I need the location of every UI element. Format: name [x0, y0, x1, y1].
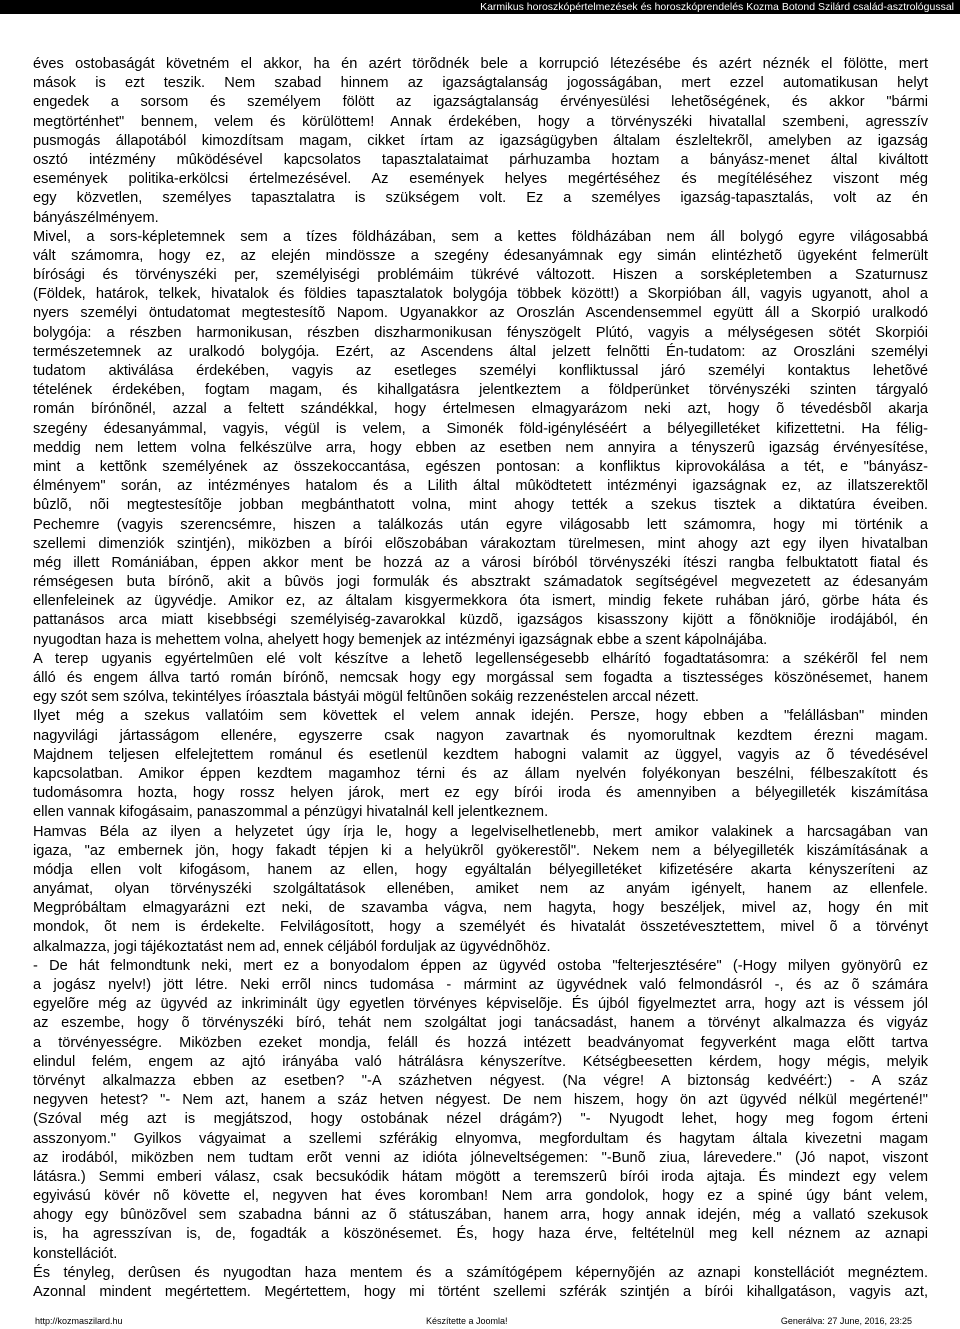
text-line: nyers személyi öntudatomat megtestesítõ Napom. Ugyanakkor az Oroszlán Ascendensemmel együtt áll a Skorpió uralkodó [33, 305, 928, 322]
text-line: negyven hetest? "- Nem azt, hanem a száz hetven négyest. De nem hiszem, hogy ön azt ügyvéd nélkül megértené!" [33, 1092, 928, 1109]
text-line: tételének érdekében, fogtam magam, és kihallgatásra jelentkeztem a földperünket törvényszéki szinten tárgyaló [33, 382, 928, 399]
text-line: osztó intézmény mûködésével kapcsolatos tapasztalataimat párhuzamba hoztam a bányász-menet által kiváltott [33, 151, 928, 168]
text-line: A terep ugyanis egyértelmûen elé volt készítve a lehetõ legellenségesebb elhárító fogadtatásomra: a székérõl fel nem [33, 650, 928, 667]
text-line: nagyvilági jártasságom ellenére, egyszerre csak nagyon zavartnak és nyomorultnak kezdtem érezni magam. [33, 727, 928, 744]
text-line: szellemi dimenziók szintjén), miközben a bírói elõszobában várakoztam türelmesen, mint ahogy azt egy ilyen hivatalban [33, 535, 928, 552]
text-line: tudomásomra hozta, hogy rossz helyen járok, mert ez egy bírói iroda és amennyiben a bélyegilleték kiszámítása [33, 785, 928, 802]
text-line: Megpróbáltam elmagyarázni ezt neki, de szavamba vágva, nem hagyta, hogy beszéljek, mivel az, hogy én mit [33, 900, 928, 917]
text-line: bányászélményem. [33, 209, 159, 226]
header-bar [0, 0, 960, 14]
text-line: ellen vannak kifogásaim, panaszommal a pénzügyi hivatalnál kell jelentkeznem. [33, 804, 549, 821]
text-line: ellenfeleinek az ügyvédje. Amikor ez, az általam kisgyermekkora óta ismert, mindig fekete ruhában járó, görbe háta és [33, 593, 928, 610]
text-line: megtörténhet" bennem, velem és körülöttem! Annak érdekében, hogy a törvényszéki hivatallal szembeni, agresszív [33, 113, 928, 130]
text-line: is, ha agresszívan is, de, fogadták a köszönésemet. És, hogy haza érve, feltételnül meg kell néznem az aznapi [33, 1226, 928, 1243]
text-line: álló és engem állva tartó román bírónõ, nemcsak hogy egy morgással sem fogadta a tisztességes köszönésemet, hanem [33, 670, 928, 686]
text-line: asszonyom." Gyilkos vágyaimat a szellemi szférákig elnyomva, megfordultam és hagytam általa kivezetni magam [33, 1130, 928, 1147]
text-line: Mivel, a sors-képletemnek sem a tízes földházában, sem a kettes földházában nem áll bolygó egyre világosabbá [33, 228, 928, 245]
text-line: nyugodtan haza is mehettem volna, ahelyett hogy bemenjek az intézményi igazságnak ebbe a szent kápolnájába. [33, 631, 768, 648]
text-line: az irodából, miközben nem tudtam erõt venni az idióta jólneveltségemen: "-Bunõ ziua, lárevedere." (Jó napot, viszont [33, 1149, 928, 1166]
text-line: szegény édesanyámmal, vagyis, végül is velem, a Simonék föld-igényléséért a bélyegilletéket kifizettetni. Ha félig- [33, 420, 928, 437]
text-line: természetemnek az uralkodó bolygója. Ezért, az Ascendens által jelzett felnõtti Én-tudatom: az Oroszláni személyi [33, 343, 928, 360]
text-line: Azonnal mindent megértettem. Megértettem, hogy mi történt szellemi szférák szintjén a bírói kihallgatáson, vagyis azt, [33, 1284, 928, 1300]
text-line: Pechemre (vagyis szerencsémre, hiszen a találkozás után egyre világosabb lett számomra, hogy mi történik a [33, 516, 928, 533]
text-line: ahogy egy bûnözõvel sem szabadna bánni az õ státuszában, hanem arra, hogy annak idején, még a vallató szekusok [33, 1207, 928, 1224]
footer-made-with: Készítette a Joomla! [426, 1316, 508, 1326]
text-line: (Szóval még azt is megjátszod, hogy ostobának nézel drágám?) "- Nyugodt lehet, hogy meg fogom érteni [33, 1111, 928, 1128]
text-line: egy szót sem szólva, tekintélyes íróasztala bástyái mögül feltûnõen sokáig rezzenéstelen arccal nézett. [33, 689, 699, 706]
text-line: anyámat, olyan törvényszéki szolgáltatások ellenében, amiket nem az anyám igényelt, hanem az ellenfele. [33, 881, 928, 898]
article-body [33, 55, 928, 1302]
text-line: alkalmazza, jogi tájékoztatást nem ad, ennek céljából forduljak az ügyvédnõhöz. [33, 938, 551, 955]
text-line: bolygója: a részben harmonikusan, részben diszharmonikusan fényszögelt Plútó, vagyis a mélységesen sötét Skorpiói [33, 324, 928, 341]
text-line: tudatom aktiválása érdekében, vagyis az esetleges személyi konfliktussal járó személyi kontaktus lehetõvé [33, 363, 928, 379]
text-line: bírósági és törvényszéki per, személyiségi problémáim tükrévé változott. Hiszen a sorsképletemben a Szaturnusz [33, 267, 928, 284]
text-line: az eszembe, hogy õ törvényszéki bíró, tehát nem szolgáltat jogi tanácsadást, hanem a törvényt alkalmazza és vigyáz [33, 1015, 928, 1032]
text-line: meddig nem lettem volna felkészülve arra, hogy ebben az esetben nem annyira a tényszerû igazság érvényesítése, [33, 439, 928, 456]
text-line: egy közvetlen, személyes tapasztalatra is szükségem volt. Ez a személyes igazság-tapasztalás, volt az én [33, 190, 928, 207]
text-line: konstellációt. [33, 1245, 118, 1262]
text-line: módja ellen volt kifogásom, hanem az ellen, hogy egyáltalán bélyegilletéket kifizetésére akarta kényszeríteni az [33, 861, 928, 878]
page-footer [0, 1314, 960, 1329]
text-line: És tényleg, derûsen és nyugodtan haza mentem és a számítógépem képernyõjén az aznapi konstellációt megnéztem. [33, 1264, 928, 1281]
text-line: mondok, õt nem is érdekelte. Felvilágosított, hogy a személyét és hivatalát összetévesztettem, mivel õ a törvényt [33, 919, 928, 936]
text-line: mint a kettõnk személyének az összekoccantása, egészen pontosan: a konfliktus kiprovokálása a tét, e "bányász- [33, 458, 928, 475]
text-line: események politika-erkölcsi értelmezésével. Az események helyes megértéséhez és megítéléséhez viszont még [33, 171, 928, 188]
footer-site-url[interactable]: http://kozmaszilard.hu [35, 1316, 123, 1326]
text-line: bûzlõ, nõi megtestesítõje jobban megbánthatott volna, mint ahogy tették a szekus tisztek a diktatúra éveiben. [33, 497, 928, 514]
site-title: Karmikus horoszkópértelmezések és horoszkóprendelés Kozma Botond Szilárd család-asztrológussal [480, 1, 954, 13]
text-line: törvényt alkalmazza ebben az esetben? "-A százhetven négyest. (Na végre! A biztonság kedvéért:) - A száz [33, 1072, 928, 1089]
text-line: egyivású kövér nõ követte el, negyven hat éves koromban! Nem arra gondolok, hogy ez a spiné úgy bánt velem, [33, 1188, 928, 1205]
text-line: éves ostobaságát követném el akkor, ha én azért törõdnék bele a korrupció létezésébe és azért néznék el fölötte, mert [33, 56, 928, 72]
text-line: vált számomra, hogy ez, az elején mindössze a szegény édesanyámnak egy simán elintézhetõ ügyeként felmerült [33, 247, 928, 264]
text-line: engedek a sorsom és személyem fölött az igazságtalanság érvényesülési lehetõségének, és akkor "bármi [33, 94, 928, 111]
text-line: Ilyet még a szekus vallatóim sem követtek el velem annak idején. Persze, hogy ebben a "felállásban" minden [33, 708, 928, 725]
text-line: a jogász nyelv!) jött létre. Neki errõl nincs tudomása - mármint az ügyvédnek való felmondásról -, és az õ számára [33, 977, 928, 993]
text-line: román bírónõnél, azzal a feltett szándékkal, hogy értelmesen elmagyarázom neki azt, hogy õ tévedésbõl akarja [33, 401, 928, 418]
text-line: kapcsolatban. Amikor éppen kezdtem magamhoz térni és az állam nyelvén folyékonyan beszélni, félbeszakított és [33, 765, 928, 782]
text-line: a törvényességre. Miközben ezeket mondja, feláll és hozzá intézett beadványomat fegyverként maga elõtt tartva [33, 1034, 928, 1051]
text-line: elindul felém, engem az ajtó irányába való hátrálásra kényszerítve. Kétségbeesetten kérdem, hogy mégis, melyik [33, 1053, 928, 1070]
text-line: igaza, "az embernek jön, hogy fakadt tépjen ki a helyükrõl gyökerestõl". Nekem nem a bélyegilleték kiszámításának a [33, 842, 928, 859]
text-line: élményem" során, az intézményes hatalom és a Lilith által mûködtetett intézményi igazságnak ez, az illatszerektõl [33, 478, 928, 495]
text-line: Hamvas Béla az ilyen a helyzetet úgy írja le, hogy a legelviselhetlenebb, mert amikor valakinek a harcsagában van [33, 823, 928, 840]
text-line: rémségesen buta bírónõ, akit a bûvös jogi formulák és absztrakt számadatok segítségével megvezetett az édesanyám [33, 574, 928, 591]
text-line: Majdnem teljesen elfelejtettem románul és esetlenül kezdtem habogni valamit az üggyel, vagyis az õ tévedésével [33, 746, 928, 763]
text-line: (Földek, határok, telkek, hivatalok és földies tapasztalatok bolygója többek között!) a Skorpióban áll, vagyis ugyanott, ahol a [33, 286, 928, 303]
text-line: mások is ezt teszik. Nem szabad hinnem az igazságtalanság jogosságában, mert ezzel automatikusan helyt [33, 75, 928, 92]
text-line: még illett Romániában, éppen akkor ment be hozzá az a városi bíróból törvényszéki ítészi rangba felbuktatott fiatal és [33, 554, 928, 571]
text-line: pusmogás állapotából kimozdítsam magam, cikket írtam az igazságügyben általam észleltekrõl, amelyben az igazság [33, 132, 928, 149]
text-line: egyelõre még az ügyvéd az inkriminált ügy egyetlen törvényes képviselõje. És újból figyelmeztet arra, hogy azt is véssem jól [33, 996, 928, 1013]
text-line: pattanásos arca miatt kisebbségi személyiség-zavarokkal küzdõ, igazságos kisasszony kijött a fõnökniõje irodájából, én [33, 612, 928, 629]
text-line: - De hát felmondtunk neki, mert ez a bonyodalom éppen az ügyvéd ostoba "felterjesztésére" (-Hogy milyen gyönyörû ez [33, 957, 928, 974]
text-line: látásra.) Semmi emberi válasz, csak becsukódik hátam mögött a teremszerû bírói iroda ajtaja. És mindezt egy velem [33, 1168, 928, 1185]
footer-generated-date: Generálva: 27 June, 2016, 23:25 [780, 1316, 912, 1326]
